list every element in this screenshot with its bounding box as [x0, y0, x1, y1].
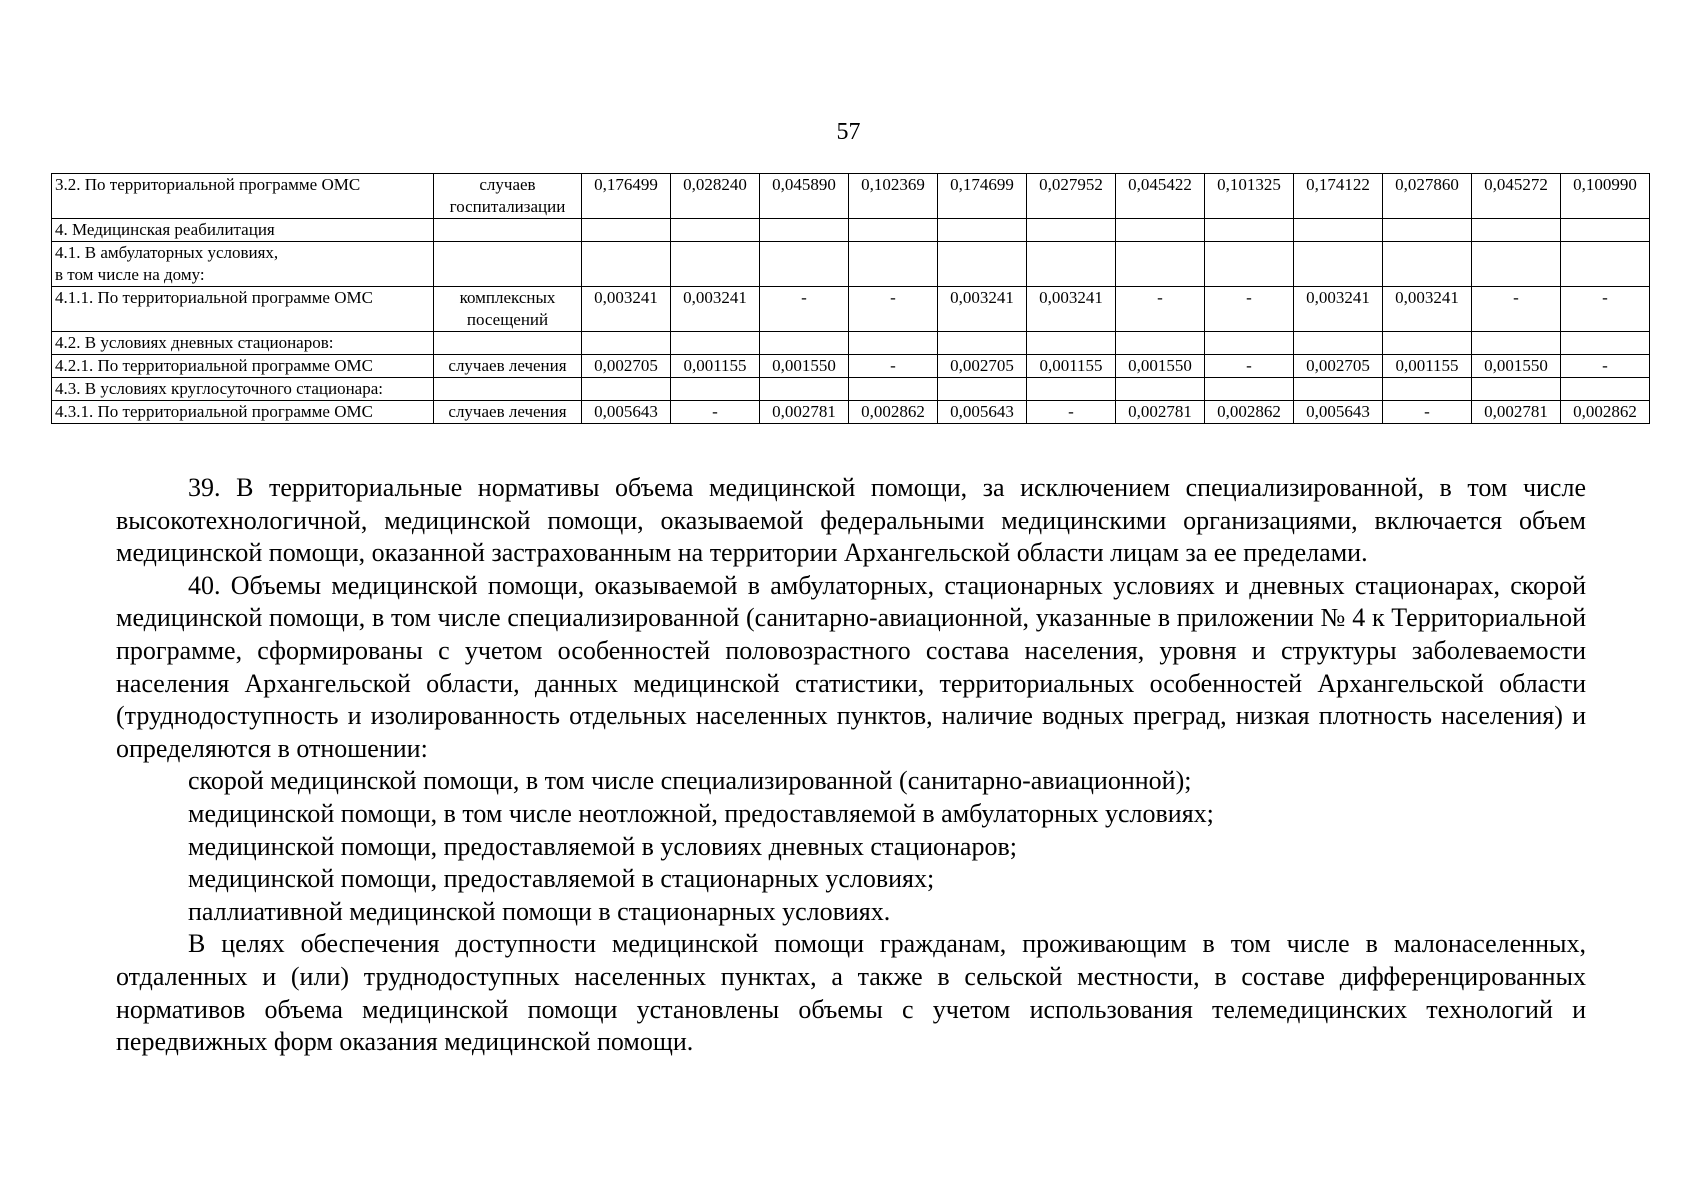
value-cell: 0,005643: [1294, 401, 1383, 424]
value-cell: 0,002862: [1561, 401, 1650, 424]
value-cell: -: [849, 287, 938, 332]
value-cell: [582, 219, 671, 242]
list-item: медицинской помощи, предоставляемой в стационарных условиях;: [188, 864, 935, 894]
value-cell: [582, 378, 671, 401]
value-cell: [1116, 378, 1205, 401]
paragraph-telemedicine: В целях обеспечения доступности медицинской помощи гражданам, проживающим в том числе в малонаселенных, отдаленных и (или) труднодоступных населенных пунктах, а также в сельской местности, в составе дифференцированных нормативов объема медицинской помощи установлены объемы с учетом использования телемедицинских технологий и передвижных форм оказания медицинской помощи.: [116, 929, 1586, 1057]
value-cell: [1472, 242, 1561, 287]
value-cell: [1027, 242, 1116, 287]
value-cell: [1116, 332, 1205, 355]
list-item: медицинской помощи, предоставляемой в условиях дневных стационаров;: [188, 831, 1017, 861]
value-cell: -: [760, 287, 849, 332]
value-cell: [849, 378, 938, 401]
unit-cell: случаев лечения: [434, 355, 582, 378]
list-item: скорой медицинской помощи, в том числе специализированной (санитарно-авиационной);: [188, 766, 1192, 796]
table-row: [52, 287, 1650, 332]
value-cell: [760, 219, 849, 242]
row-name-cell: [52, 355, 434, 378]
paragraph-40: 40. Объемы медицинской помощи, оказываемой в амбулаторных, стационарных условиях и дневных стационарах, скорой медицинской помощи, в том числе специализированной (санитарно-авиационной, указанные в приложении № 4 к Территориальной программе, сформированы с учетом особенностей половозрастного состава населения, уровня и структуры заболеваемости населения Архангельской области, данных медицинской статистики, территориальных особенностей Архангельской области (труднодоступность и изолированность отдельных населенных пунктов, наличие водных преград, низкая плотность населения) и определяются в отношении:: [116, 570, 1586, 763]
value-cell: 0,002705: [938, 355, 1027, 378]
value-cell: 0,001550: [1116, 355, 1205, 378]
value-cell: [671, 219, 760, 242]
row-name: 4.2. В условиях дневных стационаров:: [55, 333, 334, 352]
row-name: 4.2.1. По территориальной программе ОМС: [55, 356, 373, 375]
value-cell: 0,002781: [760, 401, 849, 424]
value-cell: -: [1561, 355, 1650, 378]
row-name: 4.1. В амбулаторных условиях,: [55, 243, 279, 262]
value-cell: [1383, 378, 1472, 401]
value-cell: [1561, 378, 1650, 401]
value-cell: [849, 242, 938, 287]
value-cell: 0,176499: [582, 174, 671, 219]
value-cell: 0,028240: [671, 174, 760, 219]
value-cell: [1472, 219, 1561, 242]
unit-cell: [434, 219, 582, 242]
unit-cell: [434, 378, 582, 401]
row-name-cell: [52, 378, 434, 401]
page-number: 57: [836, 119, 861, 145]
row-name-cell: [52, 401, 434, 424]
value-cell: -: [1205, 355, 1294, 378]
value-cell: [1383, 332, 1472, 355]
value-cell: 0,003241: [938, 287, 1027, 332]
paragraph-39: 39. В территориальные нормативы объема медицинской помощи, за исключением специализированной, в том числе высокотехнологичной, медицинской помощи, оказываемой федеральными медицинскими организациями, включается объем медицинской помощи, оказанной застрахованным на территории Архангельской области лицам за ее пределами.: [116, 473, 1586, 568]
value-cell: [1116, 242, 1205, 287]
value-cell: 0,174699: [938, 174, 1027, 219]
row-name-line2: в том числе на дому:: [55, 265, 205, 284]
row-name: 4.1.1. По территориальной программе ОМС: [55, 288, 373, 307]
unit-cell: [434, 242, 582, 287]
value-cell: -: [1027, 401, 1116, 424]
value-cell: [1294, 332, 1383, 355]
value-cell: -: [849, 355, 938, 378]
row-name: 3.2. По территориальной программе ОМС: [55, 175, 361, 194]
table-row: [52, 242, 1650, 287]
list-item: медицинской помощи, в том числе неотложной, предоставляемой в амбулаторных условиях;: [188, 798, 1214, 828]
value-cell: [671, 378, 760, 401]
value-cell: -: [1561, 287, 1650, 332]
value-cell: [760, 242, 849, 287]
value-cell: 0,003241: [1027, 287, 1116, 332]
value-cell: [1116, 219, 1205, 242]
value-cell: [1294, 219, 1383, 242]
unit-cell: случаев лечения: [434, 401, 582, 424]
value-cell: 0,001550: [1472, 355, 1561, 378]
row-name: 4.3.1. По территориальной программе ОМС: [55, 402, 373, 421]
value-cell: [1472, 332, 1561, 355]
value-cell: 0,102369: [849, 174, 938, 219]
table-row: [52, 174, 1650, 219]
value-cell: 0,001155: [1027, 355, 1116, 378]
table-row: [52, 401, 1650, 424]
value-cell: 0,001155: [671, 355, 760, 378]
value-cell: [1561, 332, 1650, 355]
value-cell: [938, 378, 1027, 401]
value-cell: [1205, 378, 1294, 401]
value-cell: [1205, 219, 1294, 242]
value-cell: [1561, 219, 1650, 242]
value-cell: -: [1205, 287, 1294, 332]
row-name-cell: [52, 287, 434, 332]
value-cell: 0,002705: [582, 355, 671, 378]
value-cell: 0,101325: [1205, 174, 1294, 219]
value-cell: [1383, 219, 1472, 242]
table-row: [52, 332, 1650, 355]
value-cell: [760, 332, 849, 355]
value-cell: [1205, 242, 1294, 287]
value-cell: 0,100990: [1561, 174, 1650, 219]
value-cell: [1205, 332, 1294, 355]
value-cell: 0,027860: [1383, 174, 1472, 219]
value-cell: [582, 242, 671, 287]
value-cell: [1294, 378, 1383, 401]
value-cell: [849, 219, 938, 242]
value-cell: [1294, 242, 1383, 287]
unit-cell: комплексных посещений: [434, 287, 582, 332]
value-cell: -: [1116, 287, 1205, 332]
value-cell: -: [1472, 287, 1561, 332]
table-row: [52, 355, 1650, 378]
value-cell: 0,174122: [1294, 174, 1383, 219]
value-cell: 0,002781: [1116, 401, 1205, 424]
value-cell: 0,003241: [1294, 287, 1383, 332]
value-cell: 0,003241: [582, 287, 671, 332]
value-cell: 0,005643: [582, 401, 671, 424]
body-text: [116, 472, 1586, 1059]
value-cell: [1027, 332, 1116, 355]
norms-table: [51, 173, 1650, 424]
value-cell: [849, 332, 938, 355]
row-name-cell: [52, 219, 434, 242]
value-cell: [938, 219, 1027, 242]
value-cell: [671, 332, 760, 355]
value-cell: 0,003241: [671, 287, 760, 332]
value-cell: 0,045272: [1472, 174, 1561, 219]
value-cell: 0,045890: [760, 174, 849, 219]
value-cell: 0,001550: [760, 355, 849, 378]
value-cell: [1561, 242, 1650, 287]
value-cell: 0,002781: [1472, 401, 1561, 424]
value-cell: 0,005643: [938, 401, 1027, 424]
value-cell: [1027, 219, 1116, 242]
table-row: [52, 378, 1650, 401]
row-name-cell: [52, 174, 434, 219]
value-cell: 0,001155: [1383, 355, 1472, 378]
value-cell: 0,045422: [1116, 174, 1205, 219]
row-name: 4. Медицинская реабилитация: [55, 220, 275, 239]
value-cell: 0,002862: [849, 401, 938, 424]
table-row: [52, 219, 1650, 242]
value-cell: [938, 332, 1027, 355]
list-item: паллиативной медицинской помощи в стационарных условиях.: [188, 896, 891, 926]
value-cell: [1027, 378, 1116, 401]
value-cell: [1383, 242, 1472, 287]
value-cell: 0,002705: [1294, 355, 1383, 378]
value-cell: [671, 242, 760, 287]
value-cell: -: [1383, 401, 1472, 424]
value-cell: [760, 378, 849, 401]
unit-cell: случаев госпитализации: [434, 174, 582, 219]
value-cell: -: [671, 401, 760, 424]
row-name-cell: [52, 332, 434, 355]
unit-cell: [434, 332, 582, 355]
value-cell: [938, 242, 1027, 287]
value-cell: [582, 332, 671, 355]
value-cell: 0,002862: [1205, 401, 1294, 424]
row-name: 4.3. В условиях круглосуточного стационара:: [55, 379, 383, 398]
value-cell: 0,027952: [1027, 174, 1116, 219]
value-cell: [1472, 378, 1561, 401]
row-name-cell: [52, 242, 434, 287]
value-cell: 0,003241: [1383, 287, 1472, 332]
